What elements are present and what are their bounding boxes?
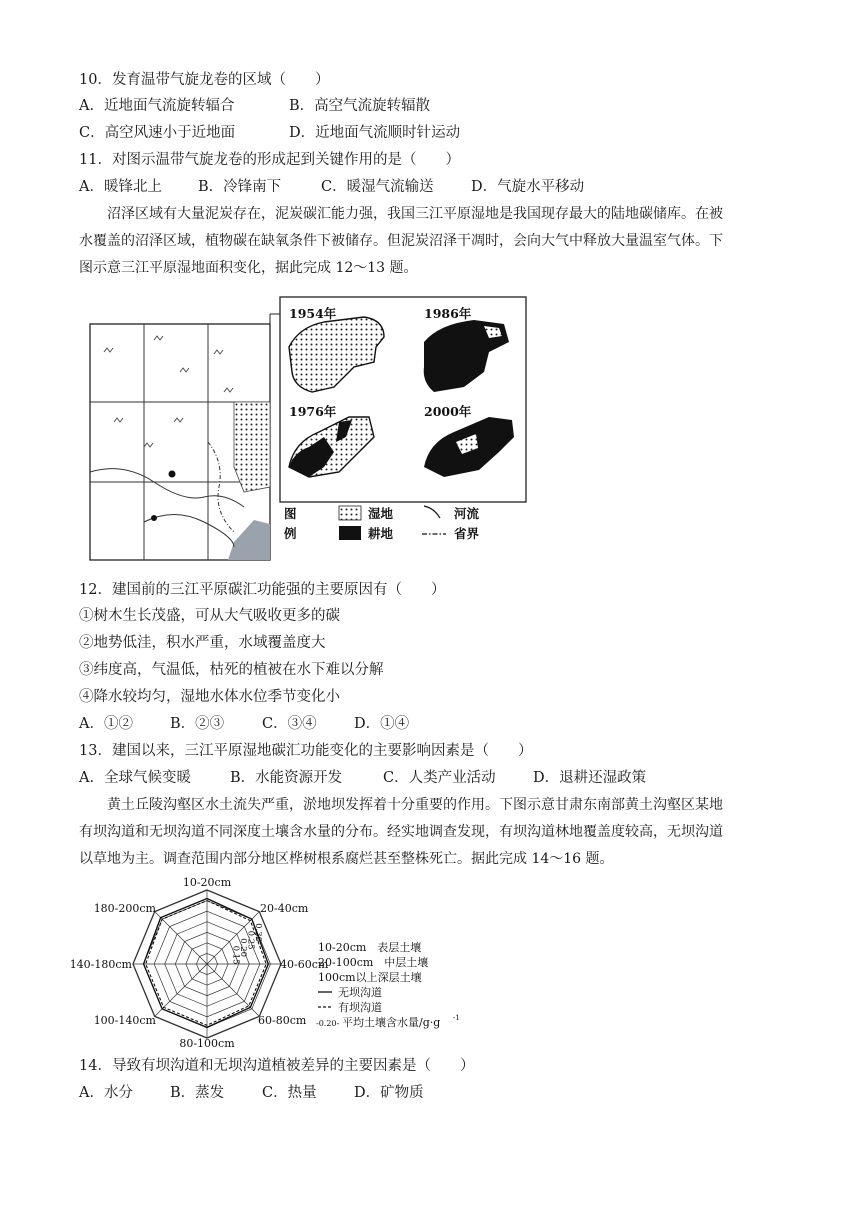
radar-axis-label: 140-180cm xyxy=(69,958,132,971)
q10-option-a: A．近地面气流旋转辐合 xyxy=(79,98,235,114)
legend-moisture-unit-sup: -1 xyxy=(453,1014,460,1022)
legend-title-2: 例 xyxy=(284,526,297,541)
q14-option-c: C．热量 xyxy=(262,1085,317,1101)
q11-stem: 11．对图示温带气旋龙卷的形成起到关键作用的是（ ） xyxy=(79,152,460,168)
radar-tick-label: 0.15 xyxy=(230,945,241,965)
legend-moisture-unit: 平均土壤含水量/g·g xyxy=(342,1016,441,1029)
q10-option-b: B．高空气流旋转辐散 xyxy=(289,98,431,114)
passage2-line3: 以草地为主。调查范围内部分地区桦树根系腐烂甚至整株死亡。据此完成 14～16 题。 xyxy=(79,851,614,867)
radar-axis-label: 80-100cm xyxy=(179,1037,235,1050)
q12-statement-2: ②地势低洼，积水严重，水域覆盖度大 xyxy=(79,635,326,651)
passage1-line3: 图示意三江平原湿地面积变化，据此完成 12～13 题。 xyxy=(79,260,418,276)
legend-scale-prefix: -0.20- xyxy=(316,1019,340,1028)
q10-stem: 10．发育温带气旋龙卷的区域（ ） xyxy=(79,72,330,88)
q13-option-b: B．水能资源开发 xyxy=(230,770,343,786)
inset-panels xyxy=(280,297,526,502)
river-symbol xyxy=(424,506,440,518)
year-label-1976: 1976年 xyxy=(289,404,337,419)
year-label-1986: 1986年 xyxy=(424,306,472,321)
q11-option-b: B．冷锋南下 xyxy=(198,179,282,195)
q10-option-d: D．近地面气流顺时针运动 xyxy=(289,125,461,141)
year-label-2000: 2000年 xyxy=(424,404,472,419)
q12-statement-1: ①树木生长茂盛，可从大气吸收更多的碳 xyxy=(79,608,340,624)
legend-surface-soil: 10-20cm 表层土壤 xyxy=(318,941,422,954)
radar-axis-label: 20-40cm xyxy=(260,902,309,915)
q13-option-a: A．全球气候变暖 xyxy=(79,770,191,786)
soil-moisture-radar-chart xyxy=(69,872,480,1050)
q12-option-b: B．②③ xyxy=(170,716,225,732)
radar-axis-label: 60-80cm xyxy=(258,1014,307,1027)
radar-legend xyxy=(316,940,460,1029)
radar-axis-label: 40-60cm xyxy=(280,958,329,971)
radar-tick-label: 0.30 xyxy=(252,923,263,943)
legend-title-1: 图 xyxy=(284,506,297,521)
q12-option-c: C．③④ xyxy=(262,716,317,732)
legend-boundary: 省界 xyxy=(454,526,480,541)
passage2-line1: 黄土丘陵沟壑区水土流失严重，淤地坝发挥着十分重要的作用。下图示意甘肃东南部黄土沟壑区某地 xyxy=(107,797,723,813)
q11-option-a: A．暖锋北上 xyxy=(79,179,162,195)
legend-no-dam: 无坝沟道 xyxy=(338,986,382,999)
radar-axis-label: 100-140cm xyxy=(93,1014,156,1027)
wetland-map-figure xyxy=(84,292,530,564)
legend-farmland: 耕地 xyxy=(368,526,394,541)
q12-option-d: D．①④ xyxy=(354,716,410,732)
q12-option-a: A．①② xyxy=(79,716,133,732)
q12-stem: 12．建国前的三江平原碳汇功能强的主要原因有（ ） xyxy=(79,582,446,598)
wetland-swatch xyxy=(339,506,361,520)
q13-option-c: C．人类产业活动 xyxy=(383,770,496,786)
q10-option-c: C．高空风速小于近地面 xyxy=(79,125,236,141)
q14-option-b: B．蒸发 xyxy=(170,1085,225,1101)
radar-tick-label: 0.20 xyxy=(237,938,248,958)
map-legend xyxy=(284,506,480,541)
passage2-line2: 有坝沟道和无坝沟道不同深度土壤含水量的分布。经实地调查发现，有坝沟道林地覆盖度较高，无坝沟道 xyxy=(79,824,723,840)
q13-stem: 13．建国以来，三江平原湿地碳汇功能变化的主要影响因素是（ ） xyxy=(79,743,533,759)
q14-stem: 14．导致有坝沟道和无坝沟道植被差异的主要因素是（ ） xyxy=(79,1058,475,1074)
main-map xyxy=(90,324,270,560)
q14-option-d: D．矿物质 xyxy=(354,1085,424,1101)
q13-option-d: D．退耕还湿政策 xyxy=(533,770,647,786)
farmland-swatch xyxy=(339,526,361,540)
q11-option-d: D．气旋水平移动 xyxy=(471,179,585,195)
passage1-line1: 沼泽区域有大量泥炭存在，泥炭碳汇能力强，我国三江平原湿地是我国现存最大的陆地碳储库。在被 xyxy=(107,206,723,222)
radar-axis-label: 180-200cm xyxy=(93,902,156,915)
radar-tick-label: 0.25 xyxy=(245,930,256,950)
year-label-1954: 1954年 xyxy=(289,306,337,321)
radar-spoke xyxy=(207,964,259,1016)
q14-option-a: A．水分 xyxy=(79,1085,133,1101)
legend-river: 河流 xyxy=(454,506,480,521)
q12-statement-3: ③纬度高，气温低，枯死的植被在水下难以分解 xyxy=(79,662,384,678)
radar-axis-label: 10-20cm xyxy=(182,876,232,889)
legend-dam: 有坝沟道 xyxy=(338,1001,382,1014)
passage1-line2: 水覆盖的沼泽区域，植物碳在缺氧条件下被储存。但泥炭沼泽干凋时，会向大气中释放大量温室气体。下 xyxy=(79,233,723,249)
legend-middle-soil: 20-100cm 中层土壤 xyxy=(318,956,429,969)
legend-deep-soil: 100cm以上深层土壤 xyxy=(318,971,422,984)
q12-statement-4: ④降水较均匀，湿地水体水位季节变化小 xyxy=(79,689,340,705)
q11-option-c: C．暖湿气流输送 xyxy=(321,179,434,195)
legend-wetland: 湿地 xyxy=(368,506,394,521)
